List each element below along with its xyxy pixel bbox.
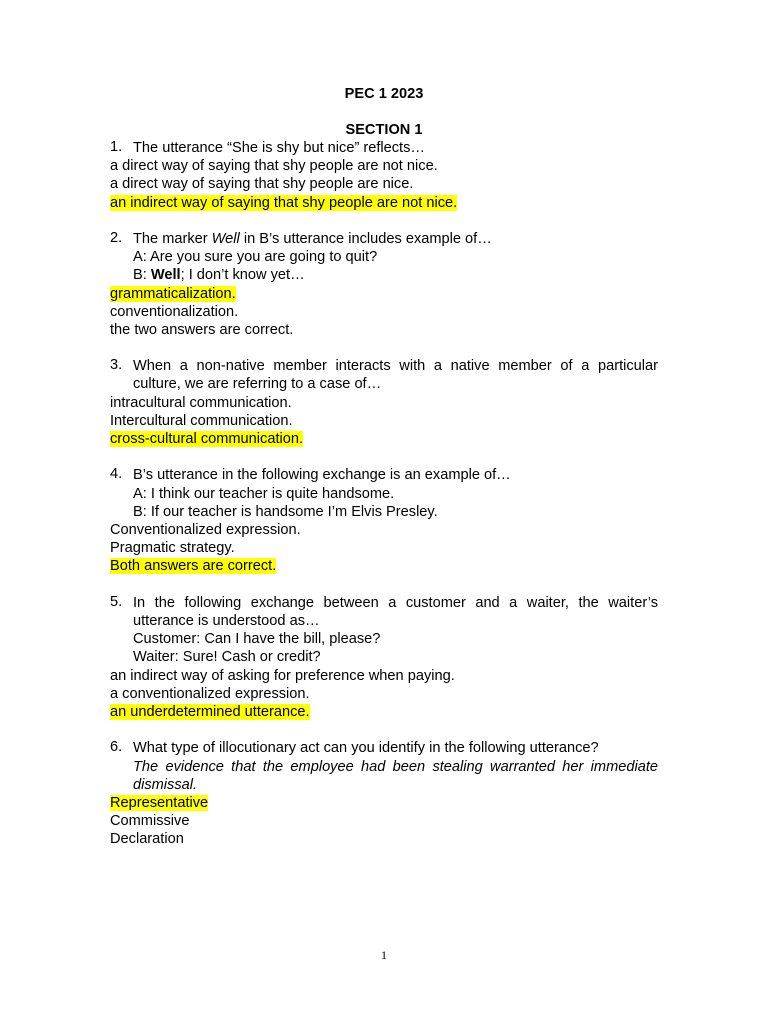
- question-prompt: [110, 466, 658, 484]
- question-text: In the following exchange between a customer and a waiter, the waiter’s utterance is understood as…: [133, 594, 658, 629]
- question-1: [110, 139, 658, 212]
- question-prompt: [110, 739, 658, 794]
- question-prompt: [110, 230, 658, 248]
- answer-option-highlighted: Both answers are correct.: [110, 558, 277, 575]
- question-6: [110, 739, 658, 848]
- question-4: [110, 466, 658, 575]
- dialogue-line: B: Well; I don’t know yet…: [133, 267, 305, 284]
- question-text: When a non-native member interacts with a native member of a particular culture, we are referring to a case of…: [133, 358, 658, 393]
- question-number: 3.: [110, 357, 123, 374]
- answer-option: a direct way of saying that shy people are not nice.: [110, 158, 438, 175]
- question-prompt: [110, 594, 658, 630]
- question-prompt: [110, 357, 658, 393]
- answer-option: a direct way of saying that shy people are nice.: [110, 176, 414, 193]
- document-title: PEC 1 2023: [344, 86, 424, 102]
- dialogue-line: A: I think our teacher is quite handsome.: [133, 485, 395, 502]
- question-number: 6.: [110, 739, 123, 756]
- answer-option-highlighted: an underdetermined utterance.: [110, 703, 310, 720]
- answer-option: Intercultural communication.: [110, 412, 293, 429]
- quoted-utterance: The evidence that the employee had been stealing warranted her immediate dismissal.: [133, 758, 658, 793]
- answer-option-highlighted: an indirect way of saying that shy people are not nice.: [110, 194, 458, 211]
- dialogue-line: Customer: Can I have the bill, please?: [133, 631, 381, 648]
- question-text: What type of illocutionary act can you identify in the following utterance? The evidence that the employee had been stealing warranted her immediate dismissal.: [133, 740, 658, 793]
- page-number: 1: [381, 948, 387, 962]
- question-text: B’s utterance in the following exchange is an example of…: [133, 467, 511, 484]
- answer-option: Commissive: [110, 813, 190, 830]
- question-5: [110, 594, 658, 721]
- dialogue-line: B: If our teacher is handsome I’m Elvis Presley.: [133, 503, 438, 520]
- dialogue-line: Waiter: Sure! Cash or credit?: [133, 649, 321, 666]
- answer-option: the two answers are correct.: [110, 321, 294, 338]
- answer-option: Pragmatic strategy.: [110, 540, 235, 557]
- question-2: [110, 230, 658, 339]
- questions-list: [110, 139, 658, 848]
- question-3: [110, 357, 658, 448]
- answer-option-highlighted: grammaticalization.: [110, 285, 236, 302]
- section-heading: SECTION 1: [345, 122, 423, 138]
- answer-option: Declaration: [110, 831, 184, 848]
- question-number: 4.: [110, 466, 123, 483]
- answer-option: a conventionalized expression.: [110, 685, 310, 702]
- answer-option: Conventionalized expression.: [110, 522, 301, 539]
- question-text: The utterance “She is shy but nice” reflects…: [133, 140, 426, 156]
- answer-option: intracultural communication.: [110, 394, 292, 411]
- answer-option-highlighted: cross-cultural communication.: [110, 431, 304, 448]
- dialogue-line: A: Are you sure you are going to quit?: [133, 249, 378, 266]
- question-number: 2.: [110, 229, 123, 246]
- question-number: 5.: [110, 593, 123, 610]
- answer-option-highlighted: Representative: [110, 794, 209, 811]
- answer-option: an indirect way of asking for preference when paying.: [110, 667, 455, 684]
- question-prompt: [110, 139, 658, 157]
- question-text: The marker Well in B’s utterance includes example of…: [133, 230, 492, 247]
- question-number: 1.: [110, 139, 123, 155]
- answer-option: conventionalization.: [110, 303, 239, 320]
